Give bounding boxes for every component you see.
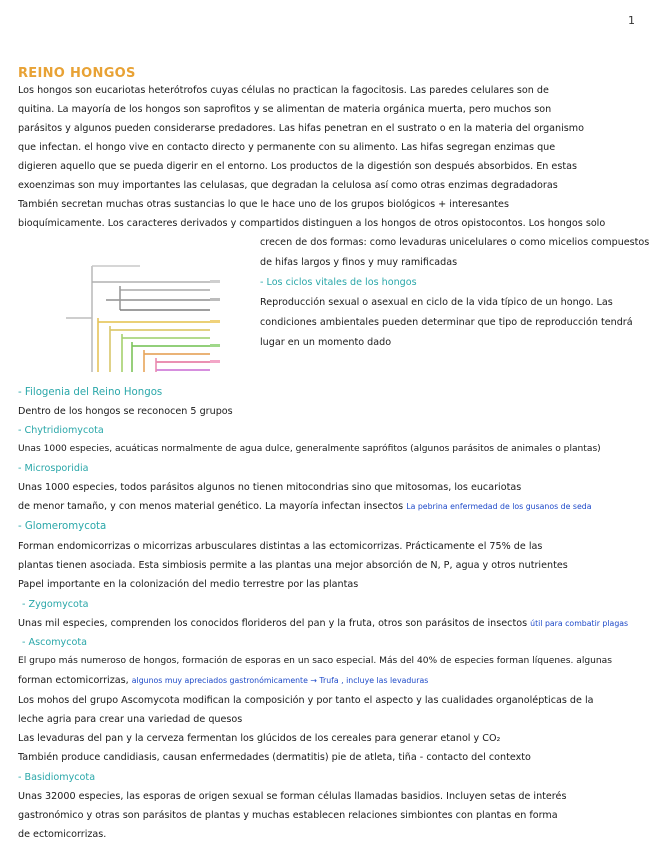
- paragraph-text: forman ectomicorrizas,: [18, 675, 129, 686]
- paragraph-line: Unas 1000 especies, acuáticas normalmente de agua dulce, generalmente saprófitos (algunos parásitos de animales o plantas): [18, 444, 601, 454]
- paragraph-line: También produce candidiasis, causan enfermedades (dermatitis) pie de atleta, tiña - contacto del contexto: [18, 752, 531, 763]
- section-heading-life-cycles: - Los ciclos vitales de los hongos: [260, 277, 417, 288]
- paragraph-line: Los hongos son eucariotas heterótrofos cuyas células no practican la fagocitosis. Las paredes celulares son de: [18, 85, 549, 96]
- annotation-note: La pebrina enfermedad de los gusanos de seda: [406, 502, 592, 511]
- paragraph-line: quitina. La mayoría de los hongos son saprofitos y se alimentan de materia orgánica muerta, pero muchos son: [18, 104, 552, 115]
- group-heading-microsporidia: - Microsporidia: [18, 463, 89, 474]
- paragraph-line: [18, 617, 628, 630]
- group-heading-glomeromycota: - Glomeromycota: [18, 521, 107, 532]
- paragraph-line: crecen de dos formas: como levaduras unicelulares o como micelios compuestos: [260, 237, 650, 248]
- group-heading-ascomycota: - Ascomycota: [22, 637, 88, 648]
- group-heading-basidiomycota: - Basidiomycota: [18, 772, 96, 783]
- paragraph-line: Dentro de los hongos se reconocen 5 grupos: [18, 406, 233, 417]
- paragraph-text: de menor tamaño, y con menos material genético. La mayoría infectan insectos: [18, 501, 404, 512]
- group-heading-chytridiomycota: - Chytridiomycota: [18, 425, 104, 436]
- paragraph-line: Las levaduras del pan y la cerveza fermentan los glúcidos de los cereales para generar etanol y CO₂: [18, 733, 501, 744]
- group-heading-zygomycota: - Zygomycota: [22, 599, 89, 610]
- page-number: 1: [628, 14, 635, 27]
- paragraph-text: Unas mil especies, comprenden los conocidos florideros del pan y la fruta, otros son parásitos de insectos: [18, 618, 528, 629]
- paragraph-line: Los mohos del grupo Ascomycota modifican la composición y por tanto el aspecto y las cualidades organolépticas de la: [18, 695, 594, 706]
- paragraph-line: lugar en un momento dado: [260, 337, 392, 348]
- section-heading-phylogeny: - Filogenia del Reino Hongos: [18, 387, 163, 398]
- annotation-note: útil para combatir plagas: [530, 619, 629, 628]
- paragraph-line: de hifas largos y finos y muy ramificadas: [260, 257, 458, 268]
- paragraph-line: de ectomicorrizas.: [18, 829, 107, 840]
- page-title: REINO HONGOS: [18, 66, 136, 81]
- paragraph-line: [18, 674, 428, 687]
- paragraph-line: Unas 32000 especies, las esporas de origen sexual se forman células llamadas basidios. Incluyen setas de interés: [18, 791, 567, 802]
- paragraph-line: digieren aquello que se pueda digerir en el entorno. Los productos de la digestión son después absorbidos. En estas: [18, 161, 577, 172]
- paragraph-line: condiciones ambientales pueden determinar que tipo de reproducción tendrá: [260, 317, 633, 328]
- paragraph-line: que infectan. el hongo vive en contacto directo y permanente con su alimento. Las hifas segregan enzimas que: [18, 142, 556, 153]
- annotation-note: algunos muy apreciados gastronómicamente → Trufa , incluye las levaduras: [131, 676, 429, 685]
- paragraph-line: parásitos y algunos pueden considerarse predadores. Las hifas penetran en el sustrato o en la materia del organismo: [18, 123, 585, 134]
- paragraph-line: Forman endomicorrizas o micorrizas arbusculares distintas a las ectomicorrizas. Prácticamente el 75% de las: [18, 541, 543, 552]
- tree-leaf-markers: [210, 280, 220, 363]
- paragraph-line: Reproducción sexual o asexual en ciclo de la vida típico de un hongo. Las: [260, 297, 613, 308]
- paragraph-line: Unas 1000 especies, todos parásitos algunos no tienen mitocondrias sino que mitosomas, los eucariotas: [18, 482, 522, 493]
- phylogenetic-tree-figure: [60, 260, 225, 378]
- paragraph-line: exoenzimas son muy importantes las celulasas, que degradan la celulosa así como otras enzimas degradadoras: [18, 180, 558, 191]
- tree-branches: [66, 266, 210, 372]
- paragraph-line: El grupo más numeroso de hongos, formación de esporas en un saco especial. Más del 40% de especies forman líquenes. algunas: [18, 656, 612, 666]
- paragraph-line: plantas tienen asociada. Esta simbiosis permite a las plantas una mejor absorción de N, P, agua y otros nutrientes: [18, 560, 568, 571]
- paragraph-line: gastronómico y otras son parásitos de plantas y muchas establecen relaciones simbiontes con plantas en forma: [18, 810, 558, 821]
- paragraph-line: También secretan muchas otras sustancias lo que le hace uno de los grupos biológicos + interesantes: [18, 199, 509, 210]
- paragraph-line: bioquímicamente. Los caracteres derivados y compartidos distinguen a los hongos de otros opistocontos. Los hongos solo: [18, 218, 606, 229]
- paragraph-line: Papel importante en la colonización del medio terrestre por las plantas: [18, 579, 359, 590]
- paragraph-line: [18, 500, 592, 513]
- paragraph-line: leche agria para crear una variedad de quesos: [18, 714, 243, 725]
